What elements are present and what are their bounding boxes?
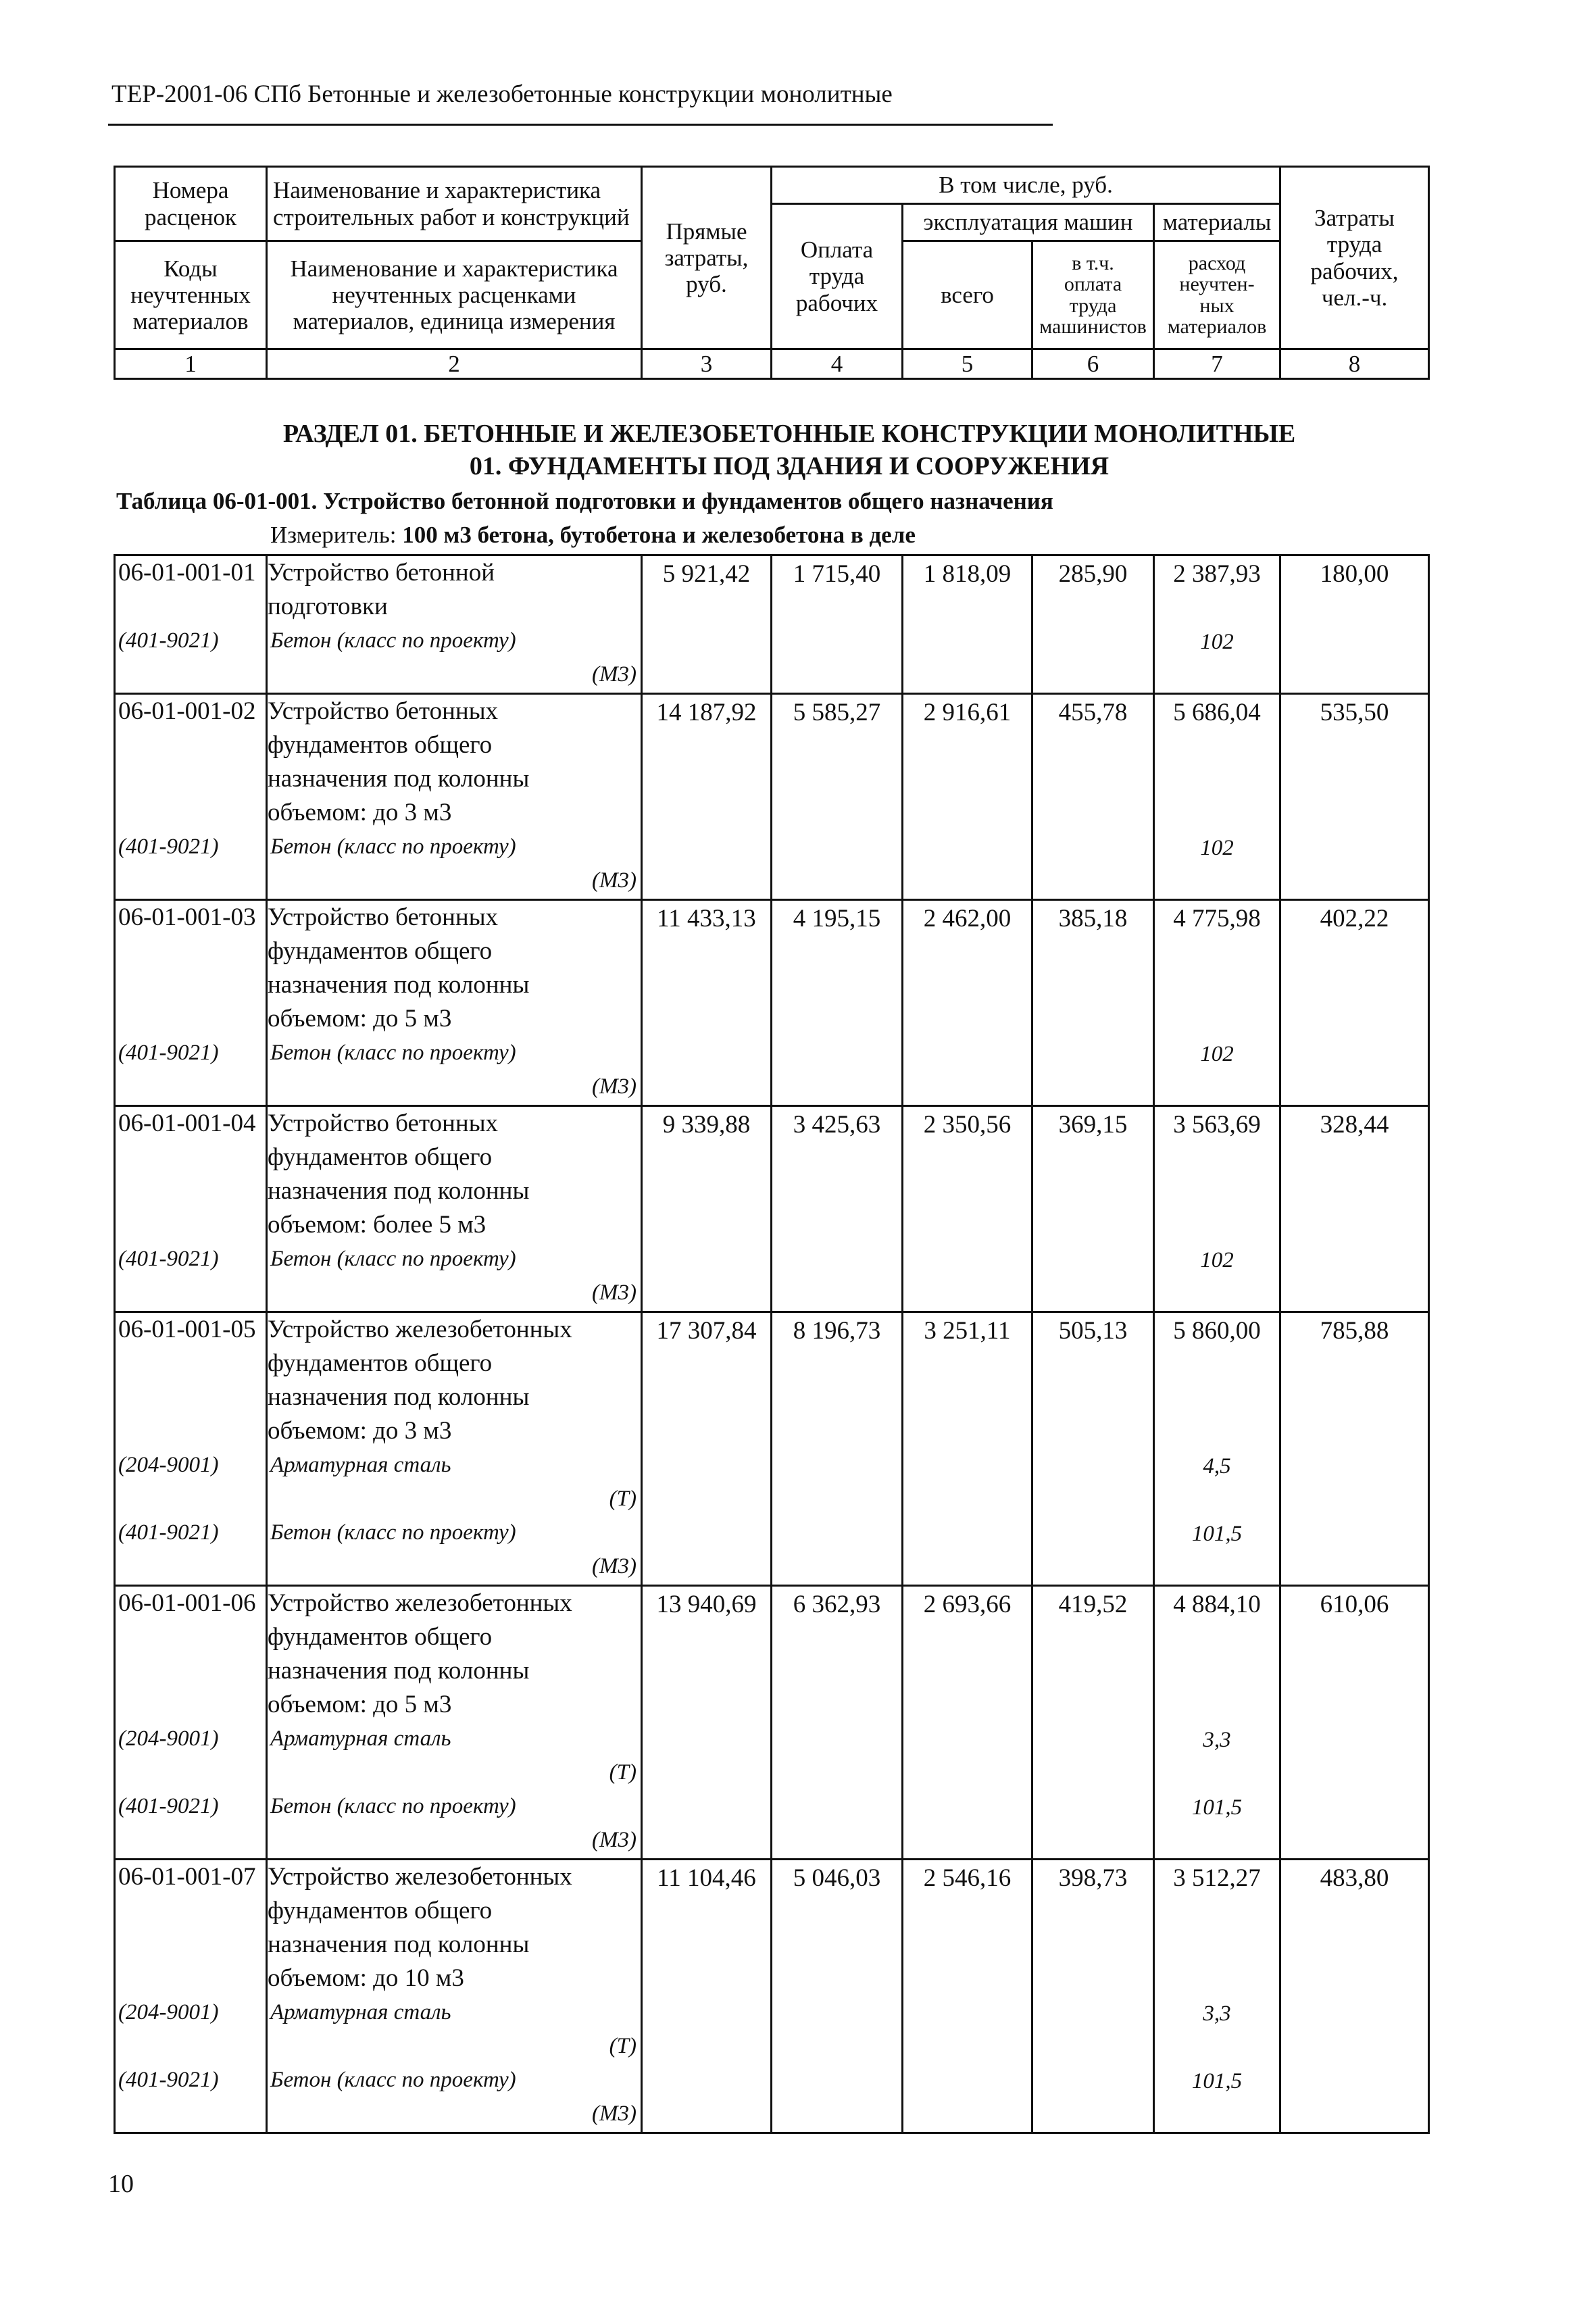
cell-machinists <box>1032 1586 1154 1860</box>
material-unit: (М3) <box>592 2101 637 2126</box>
work-name-line: Устройство бетонной <box>268 559 495 587</box>
material-qty: 102 <box>1200 836 1234 860</box>
value-direct: 9 339,88 <box>662 1111 751 1139</box>
cell-hours <box>1280 1312 1429 1586</box>
cell-direct <box>642 555 772 694</box>
material-name: Бетон (класс по проекту) <box>270 628 516 653</box>
hdr-col1-bottom: Коды неучтенных материалов <box>115 241 267 349</box>
running-head: ТЕР-2001-06 СПб Бетонные и железобетонные конструкции монолитные <box>111 80 893 108</box>
material-unit: (Т) <box>609 1487 637 1511</box>
material-qty: 101,5 <box>1191 1522 1243 1546</box>
value-labor: 4 195,15 <box>793 905 881 932</box>
value-materials: 5 686,04 <box>1173 699 1261 726</box>
spacer <box>1155 764 1279 797</box>
spacer <box>116 1208 266 1242</box>
spacer <box>116 1380 266 1414</box>
cell-labor <box>772 555 903 694</box>
material-qty: 101,5 <box>1191 2069 1243 2093</box>
hdr-num-3: 3 <box>642 349 772 379</box>
cell-direct <box>642 1860 772 2133</box>
subsection-title: 01. ФУНДАМЕНТЫ ПОД ЗДАНИЯ И СООРУЖЕНИЯ <box>469 452 1109 480</box>
material-code: (401-9021) <box>118 1247 219 1271</box>
cell-hours <box>1280 900 1429 1106</box>
work-name-line: назначения под колонны <box>268 1177 530 1205</box>
cell-direct <box>642 1106 772 1312</box>
spacer <box>1155 1382 1279 1416</box>
hdr-col7: расход неучтен- ных материалов <box>1154 241 1280 349</box>
material-code: (401-9021) <box>118 1520 219 1545</box>
hdr-materials: материалы <box>1154 204 1280 241</box>
material-name: Бетон (класс по проекту) <box>270 1794 516 1818</box>
spacer <box>116 796 266 830</box>
value-materials: 3 512,27 <box>1173 1864 1261 1892</box>
measure-line: Измеритель: 100 м3 бетона, бутобетона и железобетона в деле <box>270 522 916 548</box>
spacer <box>1155 865 1279 899</box>
cell-labor <box>772 1106 903 1312</box>
work-name-line: назначения под колонны <box>268 1657 530 1685</box>
row-name-cell <box>267 1860 642 2133</box>
spacer <box>116 1549 266 1583</box>
cell-machines <box>903 1586 1032 1860</box>
cell-materials <box>1154 1106 1280 1312</box>
spacer <box>116 657 266 691</box>
value-direct: 17 307,84 <box>656 1317 757 1345</box>
cell-machines <box>903 900 1032 1106</box>
cell-machinists <box>1032 1312 1154 1586</box>
row-name-cell <box>267 1106 642 1312</box>
section-title: РАЗДЕЛ 01. БЕТОННЫЕ И ЖЕЛЕЗОБЕТОННЫЕ КОНСТРУКЦИИ МОНОЛИТНЫЕ <box>282 420 1296 448</box>
value-machines: 1 818,09 <box>923 560 1012 588</box>
hdr-col3: Прямые затраты, руб. <box>642 167 772 349</box>
material-qty: 3,3 <box>1203 1728 1231 1752</box>
value-materials: 3 563,69 <box>1173 1111 1261 1139</box>
material-qty: 102 <box>1200 630 1234 654</box>
work-name-line: Устройство железобетонных <box>268 1316 572 1343</box>
value-labor: 5 585,27 <box>793 699 881 726</box>
row-code-cell <box>115 900 267 1106</box>
cell-labor <box>772 900 903 1106</box>
table-row <box>115 1106 1429 1312</box>
rate-code: 06-01-001-04 <box>118 1110 256 1137</box>
material-name: Бетон (класс по проекту) <box>270 2068 516 2092</box>
cell-direct <box>642 1312 772 1586</box>
rate-code: 06-01-001-01 <box>118 559 256 587</box>
rate-code: 06-01-001-07 <box>118 1863 256 1891</box>
table-row <box>115 555 1429 694</box>
hdr-col2-bottom: Наименование и характеристика неучтенных расценками материалов, единица измерения <box>267 241 642 349</box>
hdr-num-4: 4 <box>772 349 903 379</box>
work-name-line: объемом: до 5 м3 <box>268 1691 452 1718</box>
spacer <box>116 2097 266 2131</box>
row-name-cell <box>267 694 642 900</box>
value-materials: 4 884,10 <box>1173 1591 1261 1618</box>
spacer <box>1155 1895 1279 1929</box>
work-name-line: фундаментов общего <box>268 1897 493 1924</box>
material-unit: (Т) <box>609 1760 637 1785</box>
cell-direct <box>642 900 772 1106</box>
row-name-cell <box>267 900 642 1106</box>
value-hours: 535,50 <box>1320 699 1389 726</box>
hdr-in-total: В том числе, руб. <box>772 167 1280 204</box>
value-materials: 5 860,00 <box>1173 1317 1261 1345</box>
spacer <box>1155 1929 1279 1963</box>
work-name-line: фундаментов общего <box>268 731 493 759</box>
spacer <box>116 590 266 624</box>
cell-machines <box>903 694 1032 900</box>
rate-code: 06-01-001-06 <box>118 1589 256 1617</box>
value-hours: 610,06 <box>1320 1591 1389 1618</box>
work-name-line: Устройство железобетонных <box>268 1863 572 1891</box>
material-name: Бетон (класс по проекту) <box>270 1247 516 1271</box>
table-row <box>115 694 1429 900</box>
cell-hours <box>1280 555 1429 694</box>
material-unit: (М3) <box>592 1828 637 1852</box>
spacer <box>1155 2098 1279 2132</box>
spacer <box>116 1928 266 1962</box>
spacer <box>1155 1483 1279 1517</box>
spacer <box>116 1414 266 1448</box>
cell-machines <box>903 1860 1032 2133</box>
rate-code: 06-01-001-05 <box>118 1316 256 1343</box>
cell-machinists <box>1032 555 1154 694</box>
cell-materials <box>1154 1860 1280 2133</box>
material-code: (401-9021) <box>118 1794 219 1818</box>
value-machines: 2 350,56 <box>923 1111 1012 1139</box>
material-name: Бетон (класс по проекту) <box>270 1520 516 1545</box>
value-labor: 3 425,63 <box>793 1111 881 1139</box>
spacer <box>1155 1757 1279 1791</box>
spacer <box>116 1756 266 1789</box>
spacer <box>116 1894 266 1928</box>
value-hours: 402,22 <box>1320 905 1389 932</box>
cell-machinists <box>1032 1106 1154 1312</box>
spacer <box>1155 1176 1279 1210</box>
value-labor: 8 196,73 <box>793 1317 881 1345</box>
cell-materials <box>1154 1586 1280 1860</box>
hdr-col5: всего <box>903 241 1032 349</box>
value-machines: 2 693,66 <box>923 1591 1012 1618</box>
table-title: Таблица 06-01-001. Устройство бетонной подготовки и фундаментов общего назначения <box>116 488 1053 514</box>
work-name-line: Устройство бетонных <box>268 903 499 931</box>
work-name-line: подготовки <box>268 593 388 620</box>
material-code: (204-9001) <box>118 1726 219 1751</box>
spacer <box>116 935 266 968</box>
spacer <box>116 1962 266 1995</box>
work-name-line: назначения под колонны <box>268 765 530 793</box>
value-hours: 180,00 <box>1320 560 1389 588</box>
value-machinists: 385,18 <box>1058 905 1128 932</box>
material-unit: (М3) <box>592 1280 637 1305</box>
cell-machines <box>903 555 1032 694</box>
spacer <box>1155 2031 1279 2064</box>
spacer <box>1155 1416 1279 1449</box>
spacer <box>116 1070 266 1103</box>
row-code-cell <box>115 1860 267 2133</box>
value-hours: 328,44 <box>1320 1111 1389 1139</box>
work-name-line: назначения под колонны <box>268 1931 530 1958</box>
page-number: 10 <box>108 2170 134 2198</box>
spacer <box>1155 1210 1279 1243</box>
cell-labor <box>772 1586 903 1860</box>
spacer <box>116 1276 266 1310</box>
rate-code: 06-01-001-02 <box>118 697 256 725</box>
value-direct: 14 187,92 <box>656 699 757 726</box>
spacer <box>1155 591 1279 625</box>
table-row <box>115 1586 1429 1860</box>
spacer <box>1155 659 1279 693</box>
work-name-line: объемом: до 3 м3 <box>268 799 452 826</box>
hdr-col2-top: Наименование и характеристика строительных работ и конструкций <box>267 167 642 241</box>
value-materials: 4 775,98 <box>1173 905 1261 932</box>
value-direct: 5 921,42 <box>662 560 751 588</box>
cell-machinists <box>1032 694 1154 900</box>
hdr-col1-top: Номера расценок <box>115 167 267 241</box>
spacer <box>1155 730 1279 764</box>
value-labor: 1 715,40 <box>793 560 881 588</box>
cell-machinists <box>1032 900 1154 1106</box>
column-header-table <box>114 166 1430 380</box>
row-code-cell <box>115 694 267 900</box>
spacer <box>116 968 266 1002</box>
cell-machines <box>903 1106 1032 1312</box>
cell-direct <box>642 1586 772 1860</box>
spacer <box>116 1688 266 1722</box>
value-direct: 13 940,69 <box>656 1591 757 1618</box>
value-machinists: 455,78 <box>1058 699 1128 726</box>
spacer <box>116 762 266 796</box>
material-unit: (М3) <box>592 1554 637 1578</box>
material-code: (401-9021) <box>118 2068 219 2092</box>
material-code: (401-9021) <box>118 628 219 653</box>
material-unit: (М3) <box>592 1074 637 1099</box>
table-row <box>115 900 1429 1106</box>
material-qty: 101,5 <box>1191 1795 1243 1820</box>
spacer <box>1155 1824 1279 1858</box>
value-hours: 483,80 <box>1320 1864 1389 1892</box>
value-machinists: 398,73 <box>1058 1864 1128 1892</box>
spacer <box>1155 970 1279 1003</box>
value-direct: 11 433,13 <box>657 905 756 932</box>
work-name-line: фундаментов общего <box>268 1143 493 1171</box>
value-machines: 2 916,61 <box>923 699 1012 726</box>
cell-hours <box>1280 1106 1429 1312</box>
material-unit: (М3) <box>592 868 637 893</box>
spacer <box>116 1141 266 1174</box>
cell-materials <box>1154 555 1280 694</box>
value-machinists: 419,52 <box>1058 1591 1128 1618</box>
table-row <box>115 1312 1429 1586</box>
work-name-line: фундаментов общего <box>268 937 493 965</box>
hdr-num-8: 8 <box>1280 349 1429 379</box>
hdr-col6: в т.ч. оплата труда машинистов <box>1032 241 1154 349</box>
spacer <box>1155 1003 1279 1037</box>
value-hours: 785,88 <box>1320 1317 1389 1345</box>
spacer <box>1155 1348 1279 1382</box>
spacer <box>116 1002 266 1036</box>
row-code-cell <box>115 1312 267 1586</box>
cell-materials <box>1154 1312 1280 1586</box>
material-qty: 4,5 <box>1203 1454 1231 1478</box>
cell-hours <box>1280 1860 1429 2133</box>
spacer <box>116 728 266 762</box>
value-labor: 5 046,03 <box>793 1864 881 1892</box>
row-code-cell <box>115 555 267 694</box>
value-machines: 3 251,11 <box>924 1317 1011 1345</box>
work-name-line: объемом: более 5 м3 <box>268 1211 487 1239</box>
value-machinists: 285,90 <box>1058 560 1128 588</box>
work-name-line: назначения под колонны <box>268 1383 530 1411</box>
value-machines: 2 462,00 <box>923 905 1012 932</box>
spacer <box>1155 1656 1279 1689</box>
work-name-line: фундаментов общего <box>268 1349 493 1377</box>
value-labor: 6 362,93 <box>793 1591 881 1618</box>
hdr-num-2: 2 <box>267 349 642 379</box>
spacer <box>1155 797 1279 831</box>
hdr-num-6: 6 <box>1032 349 1154 379</box>
spacer <box>1155 1622 1279 1656</box>
spacer <box>1155 1963 1279 1997</box>
rates-table <box>114 554 1430 2134</box>
value-machinists: 505,13 <box>1058 1317 1128 1345</box>
work-name-line: объемом: до 3 м3 <box>268 1417 452 1445</box>
work-name-line: Устройство бетонных <box>268 1110 499 1137</box>
work-name-line: фундаментов общего <box>268 1623 493 1651</box>
hdr-col8: Затраты труда рабочих, чел.-ч. <box>1280 167 1429 349</box>
material-code: (401-9021) <box>118 835 219 859</box>
material-code: (204-9001) <box>118 2000 219 2024</box>
material-name: Бетон (класс по проекту) <box>270 1041 516 1065</box>
material-code: (401-9021) <box>118 1041 219 1065</box>
material-qty: 102 <box>1200 1248 1234 1272</box>
spacer <box>116 1620 266 1654</box>
cell-labor <box>772 694 903 900</box>
cell-hours <box>1280 694 1429 900</box>
row-name-cell <box>267 1586 642 1860</box>
header-rule <box>108 124 1053 126</box>
hdr-num-5: 5 <box>903 349 1032 379</box>
row-name-cell <box>267 1312 642 1586</box>
spacer <box>116 1823 266 1857</box>
spacer <box>1155 936 1279 970</box>
material-qty: 102 <box>1200 1042 1234 1066</box>
spacer <box>116 1174 266 1208</box>
row-code-cell <box>115 1586 267 1860</box>
row-code-cell <box>115 1106 267 1312</box>
spacer <box>1155 1277 1279 1311</box>
cell-materials <box>1154 694 1280 900</box>
material-unit: (М3) <box>592 662 637 687</box>
work-name-line: назначения под колонны <box>268 971 530 999</box>
spacer <box>116 864 266 897</box>
work-name-line: объемом: до 10 м3 <box>268 1964 464 1992</box>
cell-machines <box>903 1312 1032 1586</box>
material-name: Арматурная сталь <box>270 1453 451 1477</box>
spacer <box>1155 1689 1279 1723</box>
cell-machinists <box>1032 1860 1154 2133</box>
material-code: (204-9001) <box>118 1453 219 1477</box>
cell-materials <box>1154 900 1280 1106</box>
work-name-line: объемом: до 5 м3 <box>268 1005 452 1032</box>
material-name: Арматурная сталь <box>270 2000 451 2024</box>
material-unit: (Т) <box>609 2034 637 2058</box>
value-machinists: 369,15 <box>1058 1111 1128 1139</box>
spacer <box>116 2029 266 2063</box>
material-name: Бетон (класс по проекту) <box>270 835 516 859</box>
hdr-num-7: 7 <box>1154 349 1280 379</box>
spacer <box>116 1654 266 1688</box>
spacer <box>116 1347 266 1380</box>
value-machines: 2 546,16 <box>923 1864 1012 1892</box>
spacer <box>1155 1071 1279 1105</box>
rate-code: 06-01-001-03 <box>118 903 256 931</box>
material-qty: 3,3 <box>1203 2001 1231 2026</box>
value-materials: 2 387,93 <box>1173 560 1261 588</box>
value-direct: 11 104,46 <box>657 1864 756 1892</box>
hdr-num-1: 1 <box>115 349 267 379</box>
cell-direct <box>642 694 772 900</box>
hdr-col4: Оплата труда рабочих <box>772 204 903 349</box>
work-name-line: Устройство бетонных <box>268 697 499 725</box>
material-name: Арматурная сталь <box>270 1726 451 1751</box>
work-name-line: Устройство железобетонных <box>268 1589 572 1617</box>
cell-labor <box>772 1860 903 2133</box>
table-row <box>115 1860 1429 2133</box>
cell-labor <box>772 1312 903 1586</box>
hdr-machines: эксплуатация машин <box>903 204 1154 241</box>
spacer <box>1155 1551 1279 1585</box>
row-name-cell <box>267 555 642 694</box>
spacer <box>116 1482 266 1516</box>
cell-hours <box>1280 1586 1429 1860</box>
spacer <box>1155 1142 1279 1176</box>
